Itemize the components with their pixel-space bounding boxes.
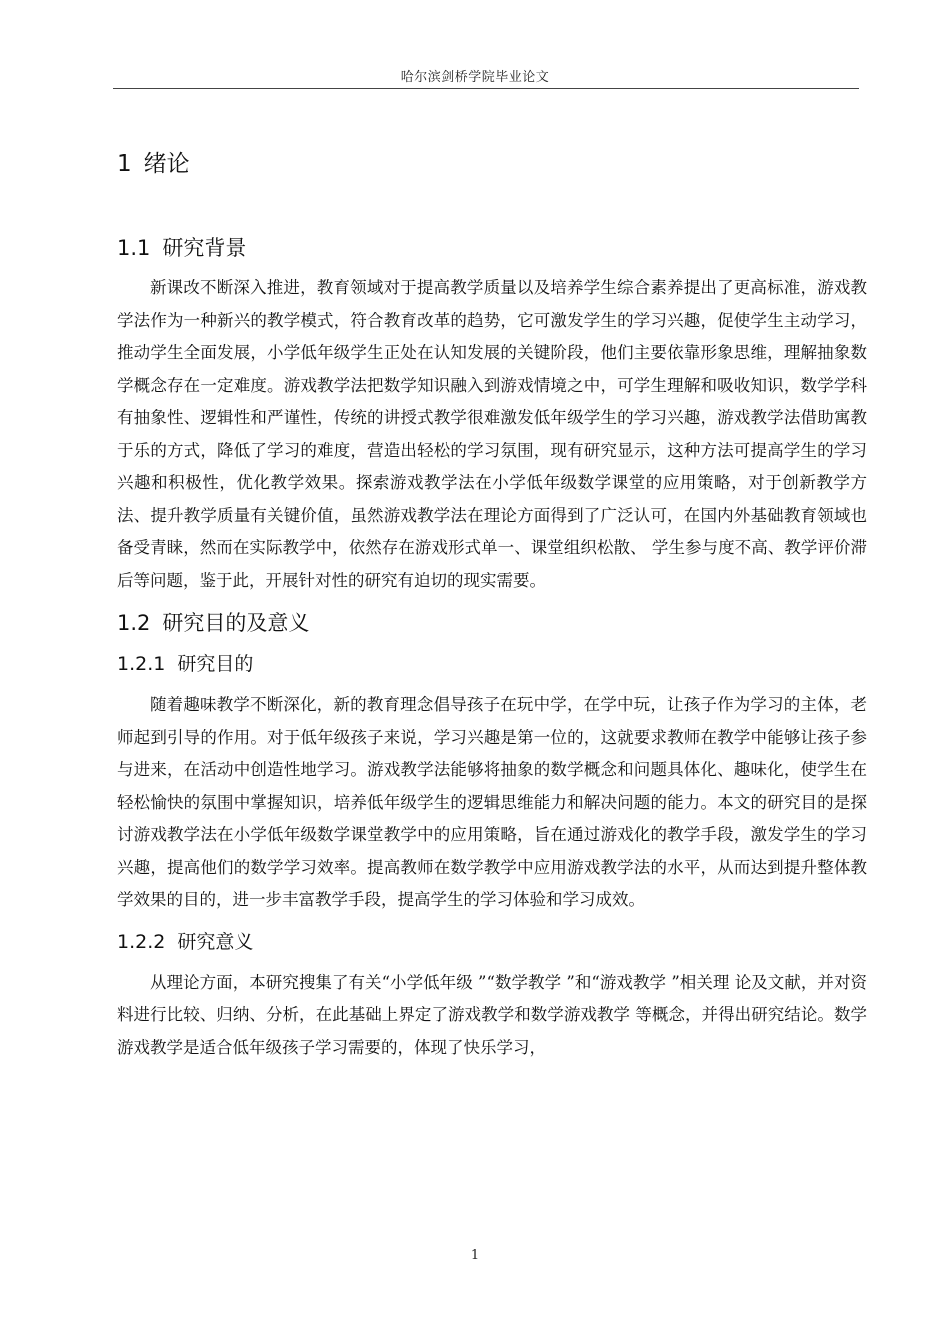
subsection-heading: [117, 925, 867, 959]
body-paragraph: 随着趣味教学不断深化，新的教育理念倡导孩子在玩中学，在学中玩，让孩子作为学习的主体，老师起到引导的作用。对于低年级孩子来说，学习兴趣是第一位的，这就要求教师在教学中能够让孩子参与进来，在活动中创造性地学习。游戏教学法能够将抽象的数学概念和问题具体化、趣味化，使学生在轻松愉快的氛围中掌握知识，培养低年级学生的逻辑思维能力和解决问题的能力。本文的研究目的是探讨游戏教学法在小学低年级数学课堂教学中的应用策略，旨在通过游戏化的教学手段，激发学生的学习兴趣，提高他们的数学学习效率。提高教师在数学教学中应用游戏教学法的水平，从而达到提升整体教学效果的目的，进一步丰富教学手段，提高学生的学习体验和学习成效。: [117, 695, 867, 909]
subsection-heading: [117, 647, 867, 681]
section-number: 1.2: [117, 611, 151, 635]
body-paragraph: 新课改不断深入推进，教育领域对于提高教学质量以及培养学生综合素养提出了更高标准，游戏教学法作为一种新兴的教学模式，符合教育改革的趋势，它可激发学生的学习兴趣，促使学生主动学习，推动学生全面发展，小学低年级学生正处在认知发展的关键阶段，他们主要依靠形象思维，理解抽象数学概念存在一定难度。游戏教学法把数学知识融入到游戏情境之中，可学生理解和吸收知识，数学学科有抽象性、逻辑性和严谨性，传统的讲授式教学很难激发低年级学生的学习兴趣，游戏教学法借助寓教于乐的方式，降低了学习的难度，营造出轻松的学习氛围，现有研究显示，这种方法可提高学生的学习兴趣和积极性，优化教学效果。探索游戏教学法在小学低年级数学课堂的应用策略，对于创新教学方法、提升教学质量有关键价值，虽然游戏教学法在理论方面得到了广泛认可，在国内外基础教育领域也备受青睐，然而在实际教学中，依然存在游戏形式单一、课堂组织松散、 学生参与度不高、教学评价滞后等问题，鉴于此，开展针对性的研究有迫切的现实需要。: [117, 278, 867, 590]
page-number: 1: [470, 1248, 480, 1263]
chapter-heading: [117, 146, 867, 182]
section-title: 研究背景: [162, 236, 247, 260]
body-paragraph: 从理论方面，本研究搜集了有关“小学低年级 ”“数学教学 ”和“游戏教学 ”相关理 论及文献，并对资料进行比较、归纳、分析，在此基础上界定了游戏教学和数学游戏教学 等概念，并得出研究结论。数学游戏教学是适合低年级孩子学习需要的，体现了快乐学习，: [117, 972, 867, 1057]
page-content: [117, 146, 867, 1072]
subsection-title: 研究意义: [177, 930, 254, 953]
section-title: 研究目的及意义: [162, 611, 310, 635]
subsection-title: 研究目的: [177, 653, 254, 675]
chapter-number: 1: [117, 151, 132, 177]
chapter-title: 绪论: [143, 151, 190, 177]
section-heading: [117, 605, 867, 641]
section-heading: [117, 230, 867, 266]
subsection-number: 1.2.2: [117, 930, 166, 953]
subsection-number: 1.2.1: [117, 653, 166, 675]
section-number: 1.1: [117, 236, 151, 260]
header-divider: [113, 88, 859, 89]
running-header: 哈尔滨剑桥学院毕业论文: [400, 70, 550, 85]
